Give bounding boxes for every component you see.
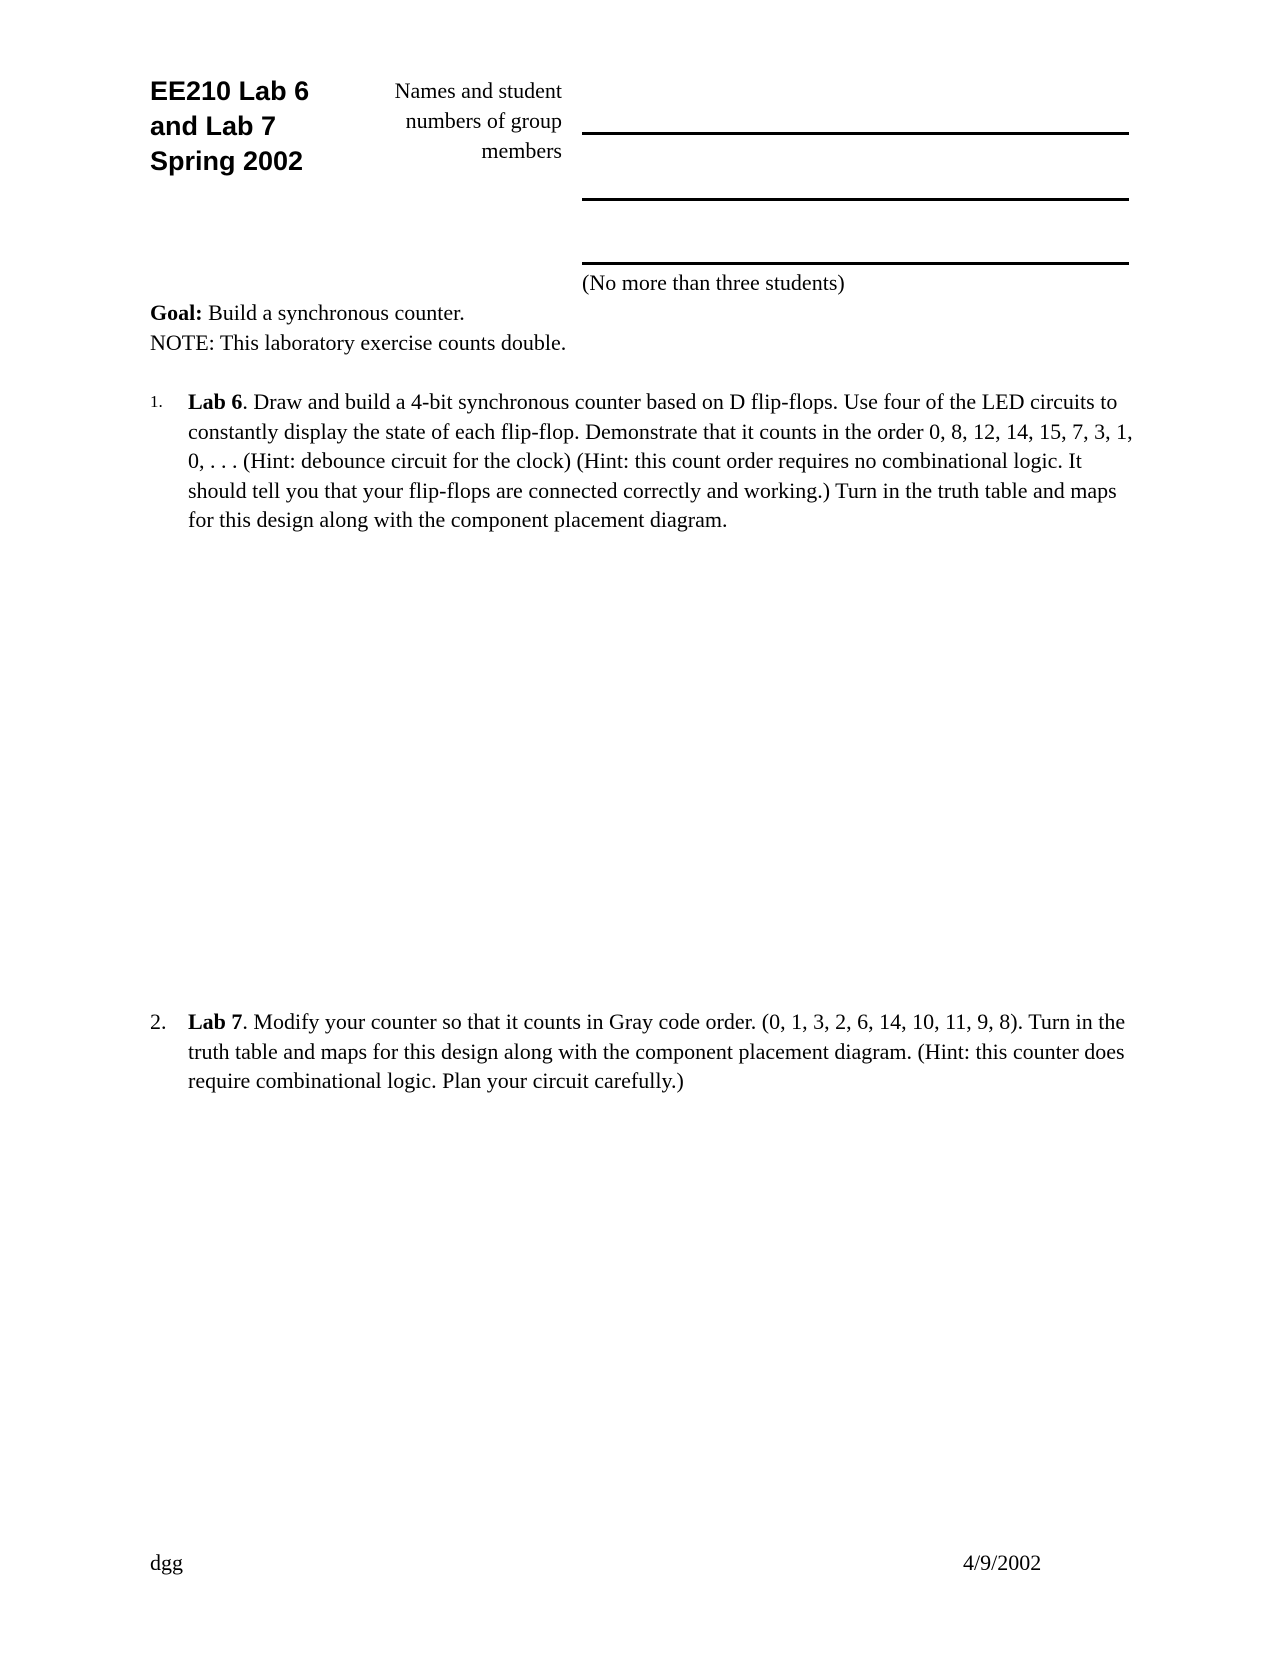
goal-block xyxy=(150,298,566,358)
goal-line xyxy=(150,298,566,328)
course-title xyxy=(150,74,350,179)
goal-label: Goal: xyxy=(150,300,203,325)
task-lab-6 xyxy=(150,387,1140,535)
course-title-line: Spring 2002 xyxy=(150,146,304,176)
task-body xyxy=(188,387,1140,535)
names-note: (No more than three students) xyxy=(582,270,845,295)
footer-author: dgg xyxy=(150,1550,183,1575)
course-title-line: and Lab 7 xyxy=(150,111,277,141)
task-text: . Draw and build a 4-bit synchronous counter based on D flip-flops. Use four of the LED circuits to constantly display the state of each flip-flop. Demonstrate that it counts in the order 0, 8, 12, 14, 15, 7, 3, 1, 0, . . . (Hint: debounce circuit for the clock) (Hint: this count order requires no combinational logic. It should tell you that your flip-flops are connected correctly and working.) Turn in the truth table and maps for this design along with the component placement diagram. xyxy=(188,389,1133,533)
names-label-line: members xyxy=(481,138,562,163)
task-title: Lab 7 xyxy=(188,1009,243,1034)
name-entry-line-1 xyxy=(582,132,1129,135)
names-label-line: Names and student xyxy=(394,78,562,103)
task-text: . Modify your counter so that it counts in Gray code order. (0, 1, 3, 2, 6, 14, 10, 11, 9, 8). Turn in the truth table and maps for this design along with the component placement diagram. (Hint: this counter does require combinational logic. Plan your circuit carefully.) xyxy=(188,1009,1126,1094)
course-title-line: EE210 Lab 6 xyxy=(150,76,310,106)
footer-date: 4/9/2002 xyxy=(963,1550,1042,1575)
task-number: 1. xyxy=(150,392,163,411)
task-title: Lab 6 xyxy=(188,389,243,414)
goal-note: NOTE: This laboratory exercise counts double. xyxy=(150,330,567,355)
task-number: 2. xyxy=(150,1009,167,1034)
names-label xyxy=(340,76,562,166)
task-body xyxy=(188,1007,1140,1096)
task-lab-7 xyxy=(150,1007,1140,1096)
name-entry-line-3 xyxy=(582,262,1129,265)
names-label-line: numbers of group xyxy=(405,108,562,133)
goal-text: Build a synchronous counter. xyxy=(202,300,465,325)
name-entry-line-2 xyxy=(582,198,1129,201)
